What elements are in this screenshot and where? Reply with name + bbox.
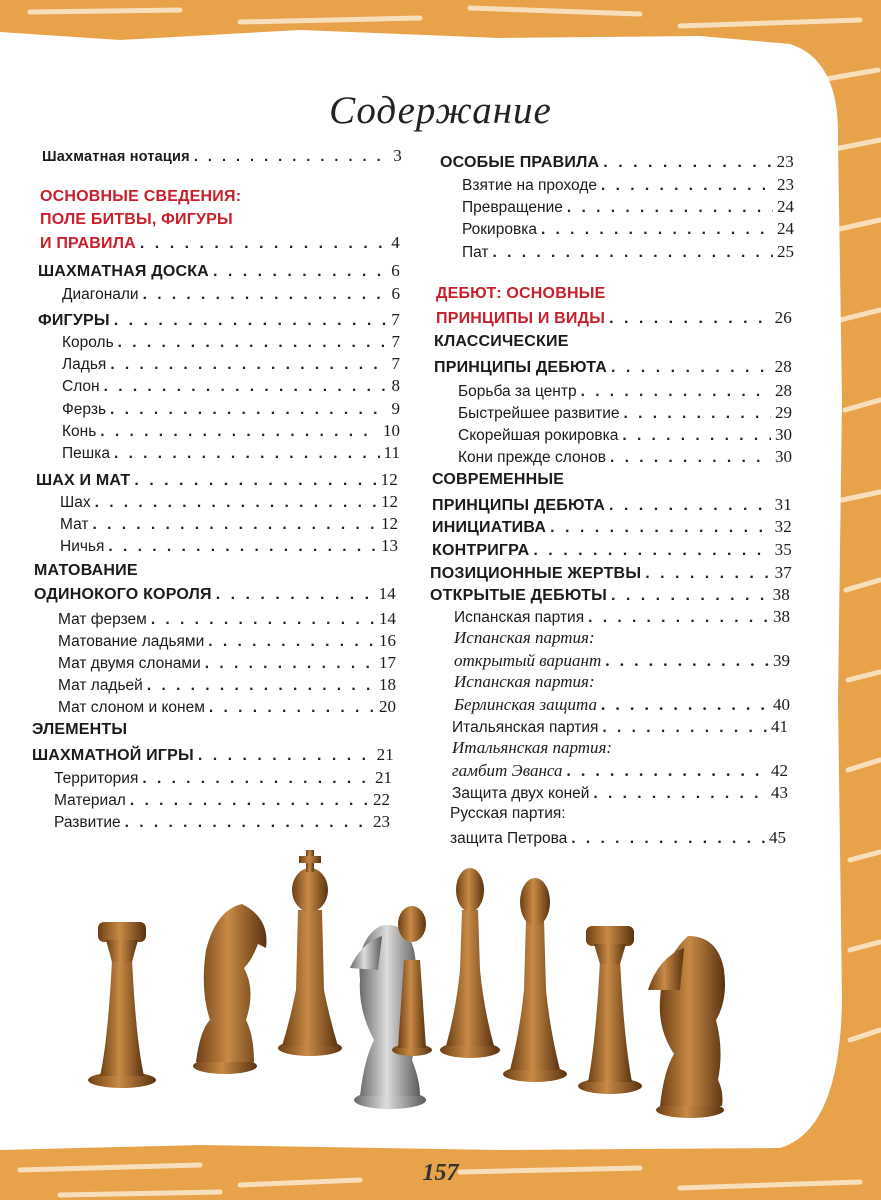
leader-dots [493, 244, 773, 262]
toc-entry-label: Пешка [62, 445, 110, 462]
toc-entry-label: ПРИНЦИПЫ ДЕБЮТА [434, 359, 608, 376]
leader-dots [610, 449, 771, 467]
toc-page-number: 22 [373, 790, 390, 809]
toc-entry-label: КОНТРИГРА [432, 542, 530, 559]
toc-entry-two-knights[interactable] [452, 783, 788, 803]
toc-entry-label: Мат ферзем [58, 611, 147, 628]
toc-entry-promotion[interactable] [462, 197, 794, 217]
page-title: Содержание [329, 89, 552, 132]
toc-page-number: 38 [772, 585, 790, 604]
toc-entry-label: Конь [62, 423, 97, 440]
toc-entry-fast-development[interactable] [458, 403, 792, 423]
leader-dots [593, 785, 767, 803]
toc-page-number: 30 [775, 425, 792, 444]
section-heading-lone-king-line1: МАТОВАНИЕ [34, 562, 138, 579]
toc-entry-label: Скорейшая рокировка [458, 427, 619, 444]
toc-entry-label: Диагонали [62, 286, 139, 303]
toc-page-number: 21 [376, 745, 394, 764]
toc-entry-italian-evans[interactable] [452, 761, 788, 781]
toc-subentry-russian-line1: Русская партия: [450, 805, 566, 822]
toc-entry-label: ШАХ И МАТ [36, 472, 131, 489]
toc-page-number: 30 [775, 447, 792, 466]
toc-entry-label: Борьба за центр [458, 383, 577, 400]
leader-dots [611, 359, 771, 377]
toc-entry-label: Кони прежде слонов [458, 449, 606, 466]
toc-page-number: 29 [775, 403, 792, 422]
toc-page-number: 10 [383, 421, 400, 440]
toc-page-number: 18 [379, 675, 396, 694]
toc-entry-label: Ферзь [62, 401, 107, 418]
toc-entry-label: Мат слоном и конем [58, 699, 205, 716]
toc-page-number: 8 [391, 376, 400, 395]
toc-page-number: 12 [381, 492, 398, 511]
toc-page-number: 17 [379, 653, 396, 672]
leader-dots [645, 565, 770, 583]
toc-subentry-spanish-open-line1: Испанская партия: [454, 628, 595, 647]
toc-page-number: 41 [771, 717, 788, 736]
toc-entry-knights-first[interactable] [458, 447, 792, 467]
toc-entry-label: ШАХМАТНАЯ ДОСКА [38, 263, 209, 280]
leader-dots [609, 497, 771, 515]
leader-dots [602, 719, 767, 737]
toc-entry-label: Материал [54, 792, 126, 809]
leader-dots [541, 221, 773, 239]
toc-page-number: 13 [381, 536, 398, 555]
toc-entry-label: Пат [462, 244, 489, 261]
toc-page-number: 37 [774, 563, 792, 582]
toc-entry-label: И ПРАВИЛА [40, 235, 136, 252]
knight-icon [648, 936, 725, 1118]
toc-entry-label: Слон [62, 378, 100, 395]
toc-page-number: 4 [391, 233, 400, 252]
toc-page-number: 23 [373, 812, 390, 831]
toc-entry-opening[interactable] [436, 308, 792, 328]
toc-entry-label: Ладья [62, 356, 107, 373]
chess-pieces-illustration [60, 840, 760, 1140]
toc-entry-label: ОТКРЫТЫЕ ДЕБЮТЫ [430, 587, 607, 604]
toc-page-number: 14 [378, 584, 396, 603]
toc-page-number: 6 [391, 284, 400, 303]
toc-entry-label: Превращение [462, 199, 563, 216]
toc-page-number: 40 [773, 695, 790, 714]
toc-entry-label: Быстрейшее развитие [458, 405, 620, 422]
toc-entry-label: открытый вариант [454, 651, 602, 670]
toc-entry-label: ФИГУРЫ [38, 312, 110, 329]
toc-page-number: 38 [773, 607, 790, 626]
toc-subentry-spanish-berlin-line1: Испанская партия: [454, 672, 595, 691]
rook-icon [578, 926, 642, 1094]
toc-entry-italian[interactable] [452, 717, 788, 737]
leader-dots [601, 695, 769, 715]
leader-dots [567, 761, 768, 781]
toc-entry-castling[interactable] [462, 219, 794, 239]
toc-entry-label: Мат ладьей [58, 677, 143, 694]
toc-entry-early-castling[interactable] [458, 425, 792, 445]
king-icon [278, 850, 342, 1056]
bishop-icon [503, 878, 567, 1082]
leader-dots [611, 587, 769, 605]
toc-entry-label: Ничья [60, 538, 105, 555]
toc-entry-spanish[interactable] [454, 607, 790, 627]
section-heading-elements-line1: ЭЛЕМЕНТЫ [32, 721, 128, 738]
toc-page-number: 7 [391, 310, 400, 329]
toc-page-number: 7 [391, 332, 400, 351]
toc-entry-label: Берлинская защита [454, 695, 597, 714]
toc-entry-en-passant[interactable] [462, 175, 794, 195]
toc-page-number: 24 [777, 219, 794, 238]
toc-entry-label: ИНИЦИАТИВА [432, 519, 547, 536]
toc-entry-label: Шахматная нотация [42, 149, 190, 165]
leader-dots [624, 405, 772, 423]
toc-page-number: 23 [777, 175, 794, 194]
section-heading-classic-line1: КЛАССИЧЕСКИЕ [434, 333, 569, 350]
leader-dots [605, 651, 769, 671]
leader-dots [533, 542, 770, 560]
toc-entry-label: Взятие на проходе [462, 177, 597, 194]
toc-entry-label: ПРИНЦИПЫ И ВИДЫ [436, 310, 606, 327]
toc-page-number: 24 [777, 197, 794, 216]
toc-page-number: 12 [380, 470, 398, 489]
toc-subentry-italian-evans-line1: Итальянская партия: [452, 738, 613, 757]
toc-entry-label: Шах [60, 494, 91, 511]
toc-page-number: 9 [391, 399, 400, 418]
knight-icon [193, 904, 267, 1074]
toc-entry-label: Развитие [54, 814, 121, 831]
leader-dots [581, 383, 771, 401]
toc-entry-label: ПРИНЦИПЫ ДЕБЮТА [432, 497, 606, 514]
leader-dots [622, 427, 771, 445]
toc-page-number: 25 [777, 242, 794, 261]
toc-page-number: 42 [771, 761, 788, 780]
toc-page-number: 3 [393, 146, 402, 165]
toc-page-number: 35 [774, 540, 792, 559]
leader-dots [550, 519, 771, 537]
toc-entry-label: Итальянская партия [452, 719, 599, 736]
toc-page-number: 45 [769, 828, 786, 847]
toc-entry-label: защита Петрова [450, 830, 568, 847]
toc-page-number: 12 [381, 514, 398, 533]
leader-dots [601, 177, 773, 195]
toc-entry-spanish-berlin[interactable] [454, 695, 790, 715]
section-heading-opening-line1: ДЕБЮТ: ОСНОВНЫЕ [436, 285, 606, 302]
toc-entry-spanish-open[interactable] [454, 651, 790, 671]
toc-page-number: 26 [774, 308, 792, 327]
toc-entry-positional-sacrifices[interactable] [430, 563, 792, 583]
toc-entry-label: ОДИНОКОГО КОРОЛЯ [34, 586, 212, 603]
toc-page-number: 28 [775, 381, 792, 400]
toc-entry-open-games[interactable] [430, 585, 790, 605]
toc-entry-label: ОСОБЫЕ ПРАВИЛА [440, 154, 600, 171]
toc-page-number: 7 [391, 354, 400, 373]
toc-entry-modern[interactable] [432, 495, 792, 515]
toc-page-number: 39 [773, 651, 790, 670]
section-heading-modern-line1: СОВРЕМЕННЫЕ [432, 471, 565, 488]
toc-entry-initiative[interactable] [432, 517, 792, 537]
toc-page-number: 6 [391, 261, 400, 280]
leader-dots [588, 609, 769, 627]
toc-entry-label: ШАХМАТНОЙ ИГРЫ [32, 747, 194, 764]
leader-dots [603, 154, 772, 172]
toc-page-number: 11 [383, 443, 400, 462]
page-number: 157 [422, 1160, 459, 1186]
toc-page-number: 20 [379, 697, 396, 716]
rook-icon [88, 922, 156, 1088]
bishop-icon [440, 868, 500, 1058]
toc-page-number: 31 [774, 495, 792, 514]
toc-page-number: 28 [774, 357, 792, 376]
toc-entry-special-rules[interactable] [440, 152, 794, 172]
section-heading-basics-line2: ПОЛЕ БИТВЫ, ФИГУРЫ [40, 211, 233, 228]
toc-entry-label: Рокировка [462, 221, 537, 238]
toc-entry-label: ПОЗИЦИОННЫЕ ЖЕРТВЫ [430, 565, 642, 582]
section-heading-basics-line1: ОСНОВНЫЕ СВЕДЕНИЯ: [40, 188, 242, 205]
toc-entry-center[interactable] [458, 381, 792, 401]
leader-dots [567, 199, 773, 217]
toc-entry-classic[interactable] [434, 357, 792, 377]
leader-dots [609, 310, 771, 328]
toc-page-number: 43 [771, 783, 788, 802]
toc-entry-label: Мат двумя слонами [58, 655, 201, 672]
toc-entry-label: Мат [60, 516, 89, 533]
toc-page-number: 14 [379, 609, 396, 628]
toc-entry-counterplay[interactable] [432, 540, 792, 560]
toc-entry-label: Защита двух коней [452, 785, 590, 802]
toc-entry-stalemate[interactable] [462, 242, 794, 262]
toc-page-number: 21 [375, 768, 392, 787]
toc-entry-label: Король [62, 334, 114, 351]
toc-entry-label: Территория [54, 770, 139, 787]
toc-page-number: 16 [379, 631, 396, 650]
toc-page-number: 23 [776, 152, 794, 171]
toc-entry-label: Испанская партия [454, 609, 585, 626]
toc-entry-label: гамбит Эванса [452, 761, 563, 780]
toc-page-number: 32 [774, 517, 792, 536]
toc-entry-label: Матование ладьями [58, 633, 205, 650]
